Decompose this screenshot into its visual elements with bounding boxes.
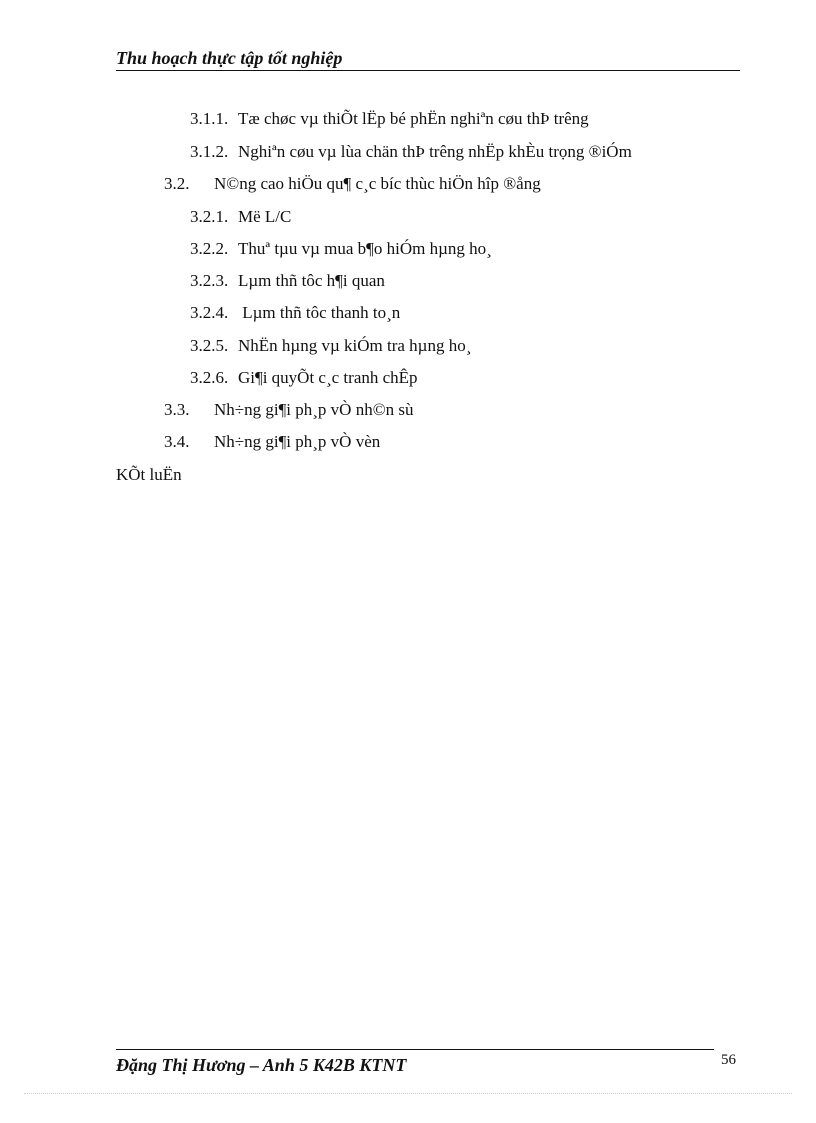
toc-entry-number: 3.2.5. — [190, 336, 229, 355]
toc-entry-text: Më L/C — [238, 207, 292, 226]
toc-entry-text: Gi¶i quyÕt c¸c tranh chÊp — [238, 368, 418, 387]
footer-divider — [116, 1049, 714, 1050]
toc-entry-number: 3.2.6. — [190, 368, 229, 387]
toc-entry-text: NhËn hµng vµ kiÓm tra hµng ho¸ — [238, 336, 472, 355]
toc-entry-conclusion — [116, 464, 182, 486]
toc-entry — [190, 302, 400, 324]
toc-entry — [164, 173, 541, 195]
toc-entry-text: Nh÷ng gi¶i ph¸p vÒ nh©n sù — [214, 400, 414, 419]
toc-entry — [164, 399, 413, 421]
toc-entry — [164, 431, 380, 453]
toc-entry — [190, 238, 492, 260]
toc-entry-number: 3.3. — [164, 400, 190, 419]
toc-entry-text: Tæ chøc vµ thiÕt lËp bé phËn nghiªn cøu thÞ trêng — [238, 109, 589, 128]
toc-entry-number: 3.2.2. — [190, 239, 229, 258]
toc-entry-number: 3.2. — [164, 174, 190, 193]
toc-entry-text: Nghiªn cøu vµ lùa chän thÞ trêng nhËp khÈu trọng ®iÓm — [238, 142, 632, 161]
toc-entry-number: 3.1.2. — [190, 142, 229, 161]
toc-entry — [190, 108, 589, 130]
page-bottom-border — [24, 1093, 792, 1094]
toc-entry — [190, 335, 471, 357]
toc-entry — [190, 367, 418, 389]
header-divider — [116, 70, 740, 71]
page-number: 56 — [721, 1052, 736, 1068]
footer-author: Đặng Thị Hương – Anh 5 K42B KTNT — [116, 1055, 407, 1075]
toc-entry — [190, 270, 385, 292]
toc-entry-number: 3.2.3. — [190, 271, 229, 290]
toc-entry-text: N©ng cao hiÖu qu¶ c¸c bíc thùc hiÖn hîp ®ång — [214, 174, 541, 193]
page-header-title: Thu hoạch thực tập tốt nghiệp — [116, 48, 343, 68]
toc-entry-number: 3.4. — [164, 432, 190, 451]
toc-entry-number: 3.2.1. — [190, 207, 229, 226]
toc-entry-text: Nh÷ng gi¶i ph¸p vÒ vèn — [214, 432, 381, 451]
toc-entry-number: 3.1.1. — [190, 109, 229, 128]
toc-entry-text: Thuª tµu vµ mua b¶o hiÓm hµng ho¸ — [238, 239, 492, 258]
toc-entry-text: KÕt luËn — [116, 465, 182, 484]
toc-entry — [190, 206, 291, 228]
toc-entry-text: Lµm thñ tôc h¶i quan — [238, 271, 385, 290]
toc-entry — [190, 141, 632, 163]
toc-entry-text: Lµm thñ tôc thanh to¸n — [238, 303, 401, 322]
toc-entry-number: 3.2.4. — [190, 303, 229, 322]
